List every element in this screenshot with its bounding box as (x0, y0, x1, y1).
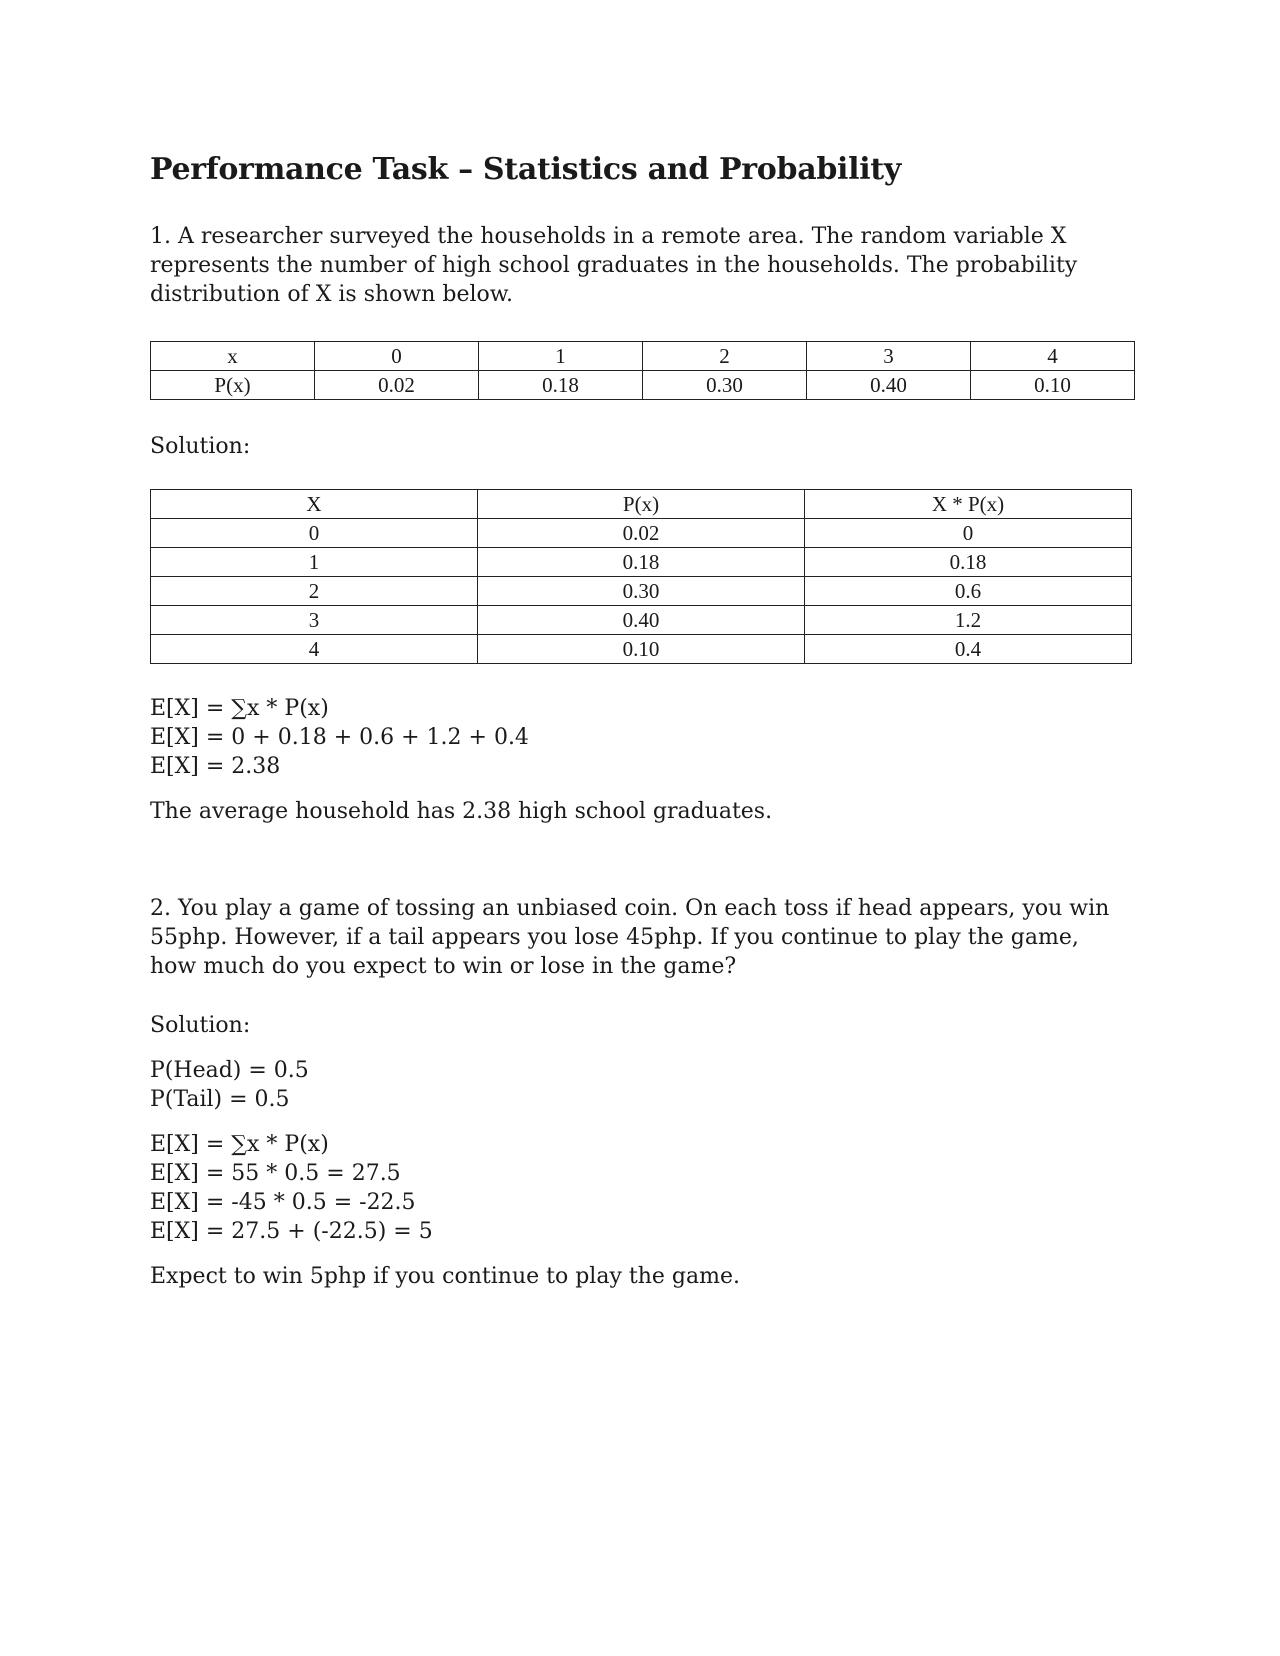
table-row (151, 371, 1135, 400)
table-cell: 0.4 (805, 635, 1132, 664)
table-cell: x (151, 342, 315, 371)
table-cell: 2 (643, 342, 807, 371)
table-cell: 2 (151, 577, 478, 606)
table-cell: 0.10 (478, 635, 805, 664)
table-cell: 0 (315, 342, 479, 371)
table-cell: P(x) (151, 371, 315, 400)
table-cell: 0.10 (971, 371, 1135, 400)
table-cell: 0.40 (807, 371, 971, 400)
formula-block-2 (150, 1130, 1130, 1246)
formula-line: E[X] = ∑x * P(x) (150, 1132, 329, 1157)
probability-block (150, 1056, 1130, 1114)
answer-1: The average household has 2.38 high school graduates. (150, 799, 773, 824)
table-cell: 0.40 (478, 606, 805, 635)
table-cell: 0 (805, 519, 1132, 548)
formula-line: E[X] = 27.5 + (-22.5) = 5 (150, 1219, 433, 1244)
question-1-text: 1. A researcher surveyed the households in a remote area. The random variable X represents the number of high school graduates in the households. The probability distribution of X is shown below. (150, 224, 1078, 307)
formula-line: P(Head) = 0.5 (150, 1058, 309, 1083)
table-cell: 4 (151, 635, 478, 664)
table-cell: 1 (151, 548, 478, 577)
solution-label-1: Solution: (150, 434, 251, 459)
solution-table (150, 489, 1132, 664)
formula-block-1 (150, 694, 1130, 781)
page-title: Performance Task – Statistics and Probability (150, 152, 901, 187)
table-cell: 0.18 (478, 548, 805, 577)
formula-line: P(Tail) = 0.5 (150, 1087, 290, 1112)
table-cell: 0.02 (315, 371, 479, 400)
table-cell: 0.6 (805, 577, 1132, 606)
answer-2: Expect to win 5php if you continue to play the game. (150, 1264, 740, 1289)
table-cell: 0.02 (478, 519, 805, 548)
table-cell: 3 (807, 342, 971, 371)
table-cell: 4 (971, 342, 1135, 371)
formula-line: E[X] = -45 * 0.5 = -22.5 (150, 1190, 416, 1215)
question-2-text: 2. You play a game of tossing an unbiased coin. On each toss if head appears, you win 55php. However, if a tail appears you lose 45php. If you continue to play the game, how much do you expect to win or lose in the game? (150, 896, 1110, 979)
table-row (151, 635, 1132, 664)
table-row (151, 577, 1132, 606)
distribution-table (150, 341, 1135, 400)
table-header-cell: X * P(x) (805, 490, 1132, 519)
table-row (151, 342, 1135, 371)
table-row (151, 548, 1132, 577)
table-cell: 0.18 (479, 371, 643, 400)
formula-line: E[X] = 2.38 (150, 754, 281, 779)
table-cell: 3 (151, 606, 478, 635)
table-cell: 0.30 (478, 577, 805, 606)
table-cell: 1 (479, 342, 643, 371)
table-cell: 0.18 (805, 548, 1132, 577)
formula-line: E[X] = 55 * 0.5 = 27.5 (150, 1161, 401, 1186)
formula-line: E[X] = 0 + 0.18 + 0.6 + 1.2 + 0.4 (150, 725, 529, 750)
table-header-cell: X (151, 490, 478, 519)
table-cell: 0 (151, 519, 478, 548)
table-row (151, 606, 1132, 635)
table-header-row (151, 490, 1132, 519)
solution-label-2: Solution: (150, 1013, 251, 1038)
document-page (150, 150, 1130, 1291)
table-cell: 0.30 (643, 371, 807, 400)
table-row (151, 519, 1132, 548)
formula-line: E[X] = ∑x * P(x) (150, 696, 329, 721)
table-header-cell: P(x) (478, 490, 805, 519)
table-cell: 1.2 (805, 606, 1132, 635)
